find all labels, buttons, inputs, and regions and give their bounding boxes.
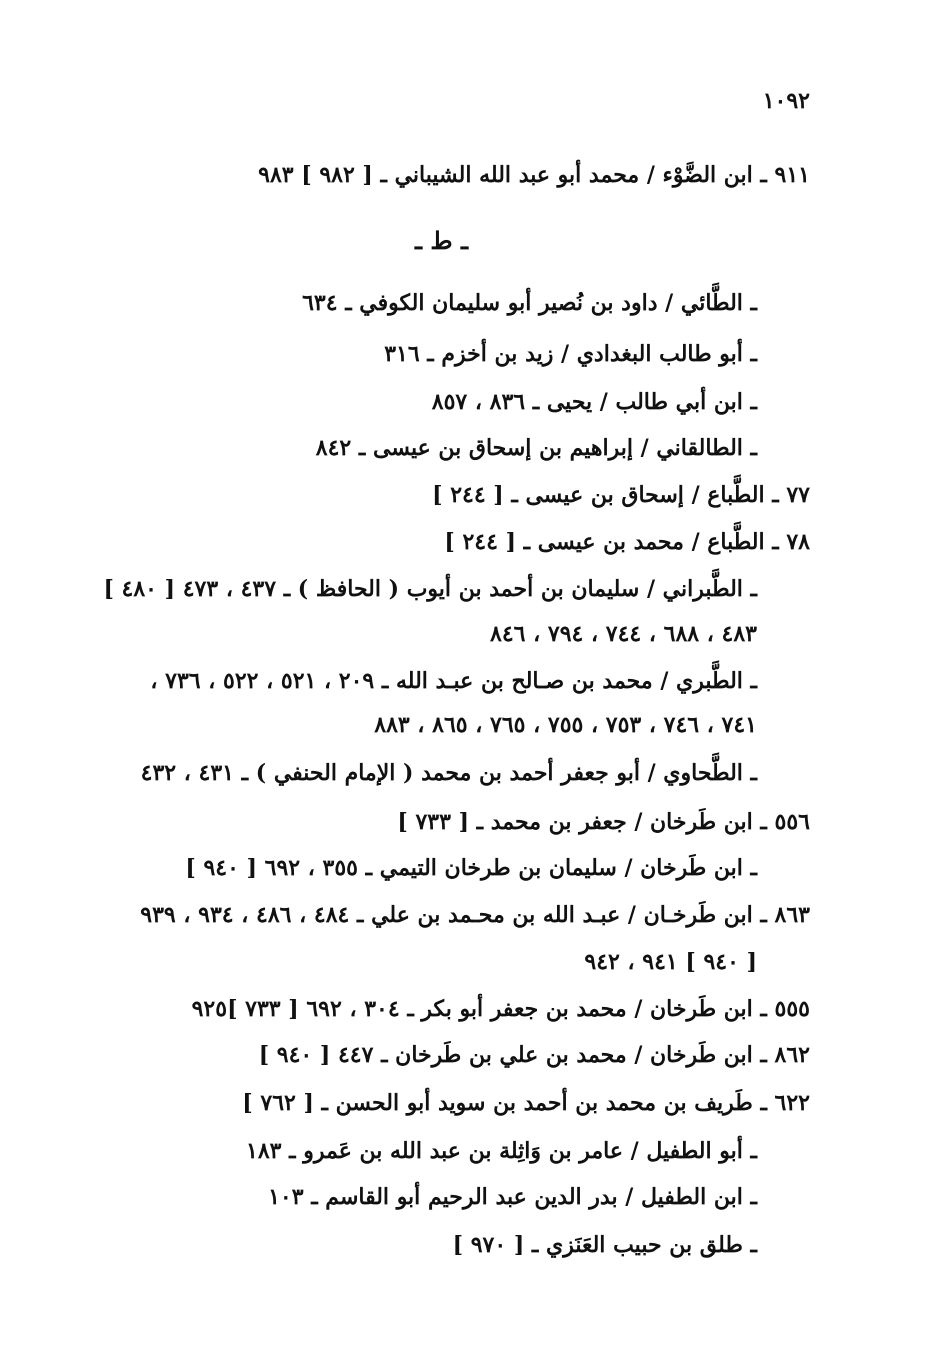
index-entry: ٧٨ ـ الطَّباع / محمد بن عيسى ـ [ ٢٤٤ ] — [444, 529, 810, 555]
index-entry: ـ الطَّبري / محمد بن صـالح بن عبـد الله ـ ٢٠٩ ، ٥٢١ ، ٥٢٢ ، ٧٣٦ ، — [150, 668, 757, 694]
index-entry: ـ طلق بن حبيب العَنَزي ـ [ ٩٧٠ ] — [452, 1232, 757, 1258]
index-entry: ـ ابن أبي طالب / يحيى ـ ٨٣٦ ، ٨٥٧ — [431, 389, 757, 415]
index-entry-continuation: [ ٩٤٠ ] ٩٤١ ، ٩٤٢ — [584, 949, 757, 975]
index-entry: ـ ابن طَرخان / سليمان بن طرخان التيمي ـ ٣٥٥ ، ٦٩٢ [ ٩٤٠ ] — [185, 855, 757, 881]
section-heading: ـ ط ـ — [415, 226, 468, 255]
index-entry: ـ الطَّبراني / سليمان بن أحمد بن أيوب ( الحافظ ) ـ ٤٣٧ ، ٤٧٣ [ ٤٨٠ ] — [103, 576, 757, 602]
index-entry: ٨٦٢ ـ ابن طَرخان / محمد بن علي بن طَرخان ـ ٤٤٧ [ ٩٤٠ ] — [258, 1042, 810, 1068]
index-entry: ٥٥٦ ـ ابن طَرخان / جعفر بن محمد ـ [ ٧٣٣ ] — [397, 809, 810, 835]
index-entry: ٨٦٣ ـ ابن طَرخـان / عبـد الله بن محـمد بن علي ـ ٤٨٤ ، ٤٨٦ ، ٩٣٤ ، ٩٣٩ — [140, 902, 810, 928]
index-entry: ٦٢٢ ـ طَريف بن محمد بن أحمد بن سويد أبو الحسن ـ [ ٧٦٢ ] — [242, 1090, 810, 1116]
index-entry-continuation: ٧٤١ ، ٧٤٦ ، ٧٥٣ ، ٧٥٥ ، ٧٦٥ ، ٨٦٥ ، ٨٨٣ — [374, 712, 757, 738]
index-entry: ـ الطالقاني / إبراهيم بن إسحاق بن عيسى ـ ٨٤٢ — [315, 435, 757, 461]
index-entry: ٩١١ ـ ابن الضَّوْء / محمد أبو عبد الله الشيباني ـ [ ٩٨٢ ] ٩٨٣ — [258, 162, 810, 188]
index-entry: ـ أبو طالب البغدادي / زيد بن أخزم ـ ٣١٦ — [384, 341, 757, 367]
index-entry: ٥٥٥ ـ ابن طَرخان / محمد بن جعفر أبو بكر ـ ٣٠٤ ، ٦٩٢ [ ٧٣٣ ]٩٢٥ — [191, 996, 810, 1022]
index-entry: ٧٧ ـ الطَّباع / إسحاق بن عيسى ـ [ ٢٤٤ ] — [432, 482, 810, 508]
index-entry: ـ الطَّحاوي / أبو جعفر أحمد بن محمد ( الإمام الحنفي ) ـ ٤٣١ ، ٤٣٢ — [140, 760, 757, 786]
index-entry: ـ الطَّائي / داود بن نُصير أبو سليمان الكوفي ـ ٦٣٤ — [302, 290, 757, 316]
index-entry: ـ ابن الطفيل / بدر الدين عبد الرحيم أبو القاسم ـ ١٠٣ — [268, 1184, 757, 1210]
page-number: ١٠٩٢ — [762, 88, 810, 114]
index-entry-continuation: ٤٨٣ ، ٦٨٨ ، ٧٤٤ ، ٧٩٤ ، ٨٤٦ — [490, 621, 757, 647]
index-entry: ـ أبو الطفيل / عامر بن وَاثِلة بن عبد الله بن عَمرو ـ ١٨٣ — [246, 1138, 757, 1164]
